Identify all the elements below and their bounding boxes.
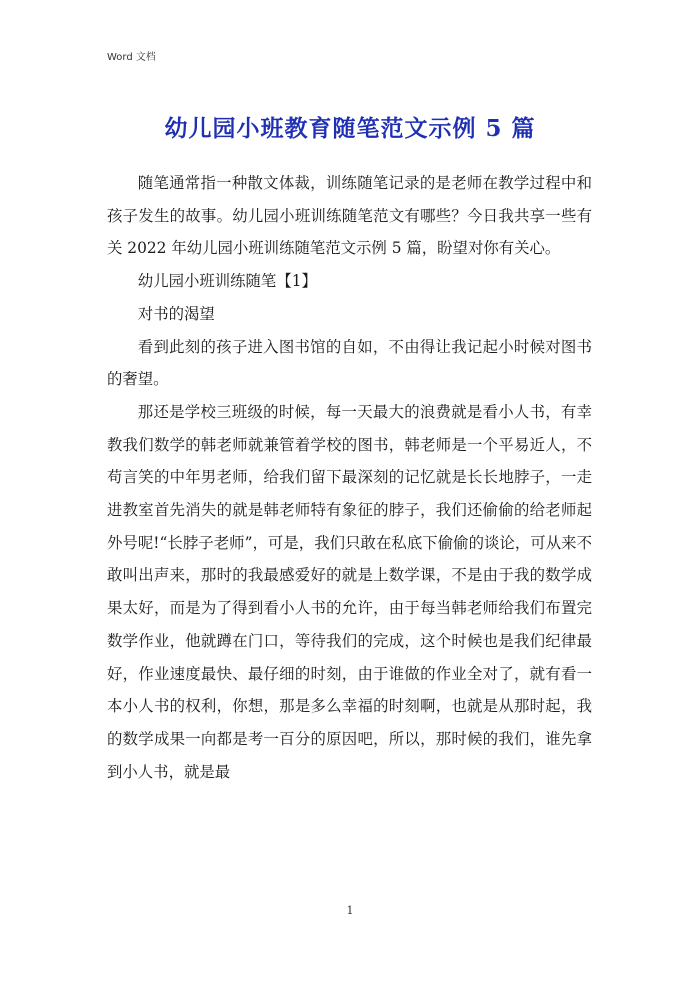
- page-number: 1: [346, 904, 354, 917]
- intro-paragraph: 随笔通常指一种散文体裁，训练随笔记录的是老师在教学过程中和孩子发生的故事。幼儿园小班训练随笔范文有哪些？今日我共享一些有关 2022 年幼儿园小班训练随笔范文示例 5 篇，盼望对你有关心。: [107, 174, 592, 258]
- body-paragraph: 看到此刻的孩子进入图书馆的自如，不由得让我记起小时候对图书的奢望。: [107, 337, 592, 389]
- essay-title: 对书的渴望: [137, 304, 215, 323]
- document-title: 幼儿园小班教育随笔范文示例 5 篇: [164, 115, 536, 142]
- document-header-label: Word 文档: [107, 52, 156, 63]
- section-heading: 幼儿园小班训练随笔【1】: [137, 272, 317, 291]
- document-body: [107, 167, 592, 788]
- body-paragraph: 那还是学校三班级的时候，每一天最大的浪费就是看小人书，有幸教我们数学的韩老师就兼管着学校的图书，韩老师是一个平易近人，不苟言笑的中年男老师，给我们留下最深刻的记忆就是长长地脖子，一走进教室首先消失的就是韩老师特有象征的脖子，我们还偷偷的给老师起外号呢!“长脖子老师”，可是，我们只敢在私底下偷偷的谈论，可从来不敢叫出声来，那时的我最感爱好的就是上数学课，不是由于我的数学成果太好，而是为了得到看小人书的允许，由于每当韩老师给我们布置完数学作业，他就蹲在门口，等待我们的完成，这个时候也是我们纪律最好，作业速度最快、最仔细的时刻，由于谁做的作业全对了，就有看一本小人书的权利，你想，那是多么幸福的时刻啊，也就是从那时起，我的数学成果一向都是考一百分的原因吧，所以，那时候的我们，谁先拿到小人书，就是最: [107, 402, 592, 781]
